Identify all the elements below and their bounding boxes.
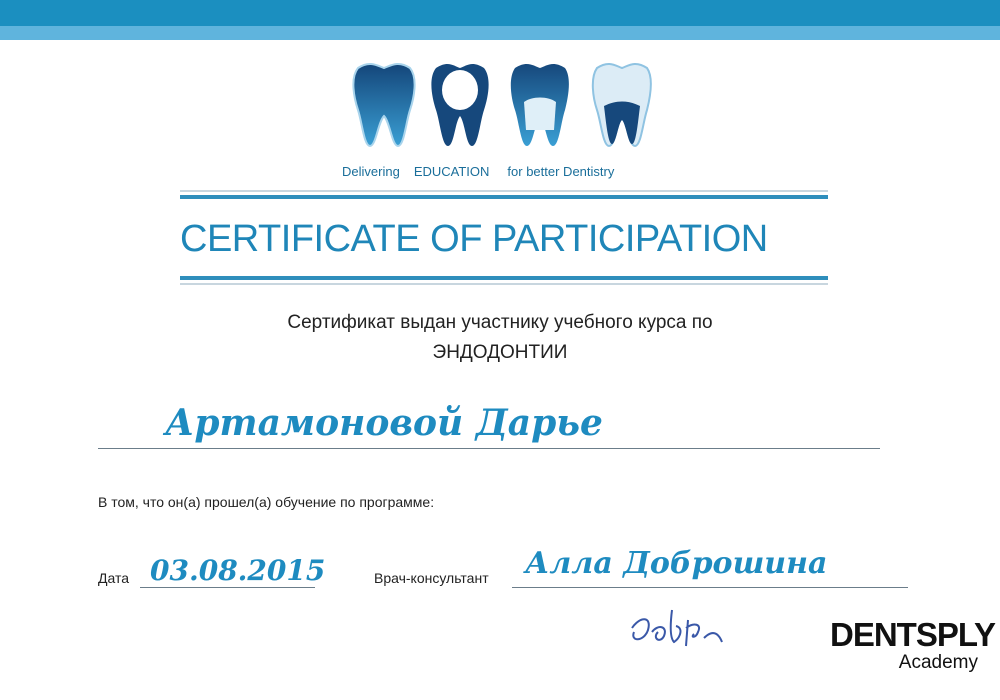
logo-area bbox=[340, 60, 660, 185]
tagline bbox=[340, 164, 660, 179]
course-name: ЭНДОДОНТИИ bbox=[432, 342, 568, 363]
title-rule-top-thin bbox=[180, 190, 828, 192]
brand-name: DENTSPLY bbox=[830, 616, 995, 653]
handwritten-signature bbox=[618, 598, 738, 658]
tooth-crown-icon bbox=[508, 60, 572, 152]
tooth-icon bbox=[350, 60, 418, 152]
tagline-part3: for better Dentistry bbox=[507, 164, 615, 179]
program-text: В том, что он(а) прошел(а) обучение по программе: bbox=[98, 494, 435, 510]
title-rule-top bbox=[180, 195, 828, 199]
name-underline bbox=[98, 448, 880, 449]
doctor-underline bbox=[512, 587, 908, 588]
tagline-part2: EDUCATION bbox=[413, 164, 490, 179]
issued-text: Сертификат выдан участнику учебного курса по bbox=[287, 312, 713, 333]
doctor-name: Алла Доброшина bbox=[525, 546, 828, 581]
date-label: Дата bbox=[98, 570, 130, 586]
tooth-words-icon bbox=[430, 60, 490, 152]
tooth-outline-icon bbox=[590, 60, 654, 152]
date-underline bbox=[140, 587, 315, 588]
date-value: 03.08.2015 bbox=[150, 554, 326, 587]
tagline-part1: Delivering bbox=[342, 164, 400, 179]
doctor-label: Врач-консультант bbox=[374, 570, 489, 586]
signature-text: Добр bbox=[618, 598, 621, 599]
title-rule-bottom bbox=[180, 276, 828, 280]
participant-name: Артамоновой Дарье bbox=[165, 402, 603, 444]
title-rule-bottom-thin bbox=[180, 283, 828, 285]
brand-sub: Academy bbox=[898, 652, 978, 673]
dentsply-logo bbox=[830, 616, 995, 674]
certificate-title: CERTIFICATE OF PARTICIPATION bbox=[180, 218, 768, 260]
top-color-band-light bbox=[0, 26, 1000, 40]
